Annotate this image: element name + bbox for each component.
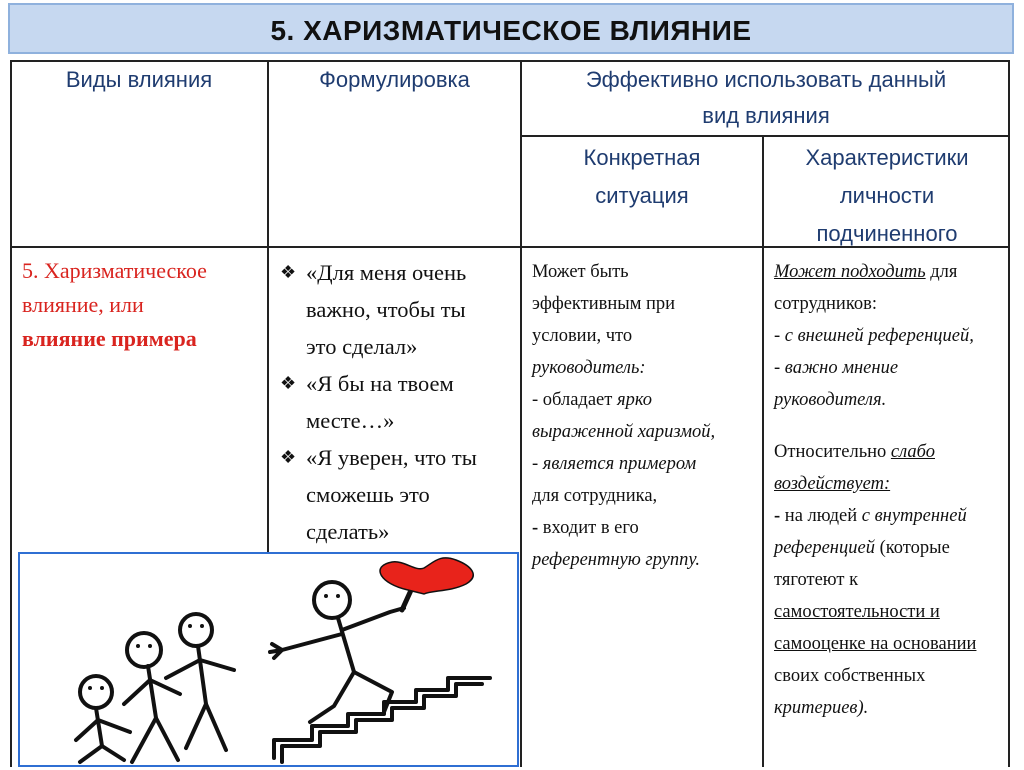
header-traits-line1: Характеристики (805, 145, 969, 170)
situation-line-7 (532, 448, 758, 480)
traits-line-6 (774, 436, 1010, 468)
stick-figures-climbing-stairs-with-torch-icon (20, 554, 517, 765)
header-situation-line2: ситуация (595, 183, 689, 208)
traits-line-9a: референцией (774, 538, 875, 558)
traits-line-4: - важно мнение (774, 358, 899, 378)
situation-line-9b: входит в его (542, 518, 639, 538)
diamond-bullet-icon: ❖ (280, 262, 297, 282)
phrase-item (278, 439, 520, 550)
diamond-bullet-icon: ❖ (280, 447, 297, 467)
header-wording: Формулировка (319, 67, 470, 92)
traits-line-5: руководителя. (774, 390, 887, 410)
situation-line-5 (532, 384, 758, 416)
situation-line-2: эффективным при (532, 294, 676, 314)
traits-line-1b: для (925, 262, 958, 282)
phrase-2-line-2: месте…» (306, 408, 395, 433)
traits-line-1 (774, 256, 1010, 288)
phrase-3-line-2: сможешь это (306, 482, 430, 507)
header-situation (522, 139, 762, 215)
header-effective-line2: вид влияния (702, 103, 830, 128)
traits-line-3: - с внешней референцией, (774, 326, 974, 346)
header-traits-line2: личности (839, 183, 935, 208)
situation-line-10: референтную группу. (532, 550, 701, 570)
header-traits (764, 139, 1010, 253)
traits-line-11: самостоятельности и (774, 602, 940, 622)
traits-line-9b: (которые (874, 538, 950, 558)
traits-line-6a: Относительно (774, 442, 891, 462)
situation-cell (532, 256, 758, 576)
phrase-3-line-1: «Я уверен, что ты (306, 445, 477, 470)
traits-line-8b: на людей (784, 506, 862, 526)
header-subrow-divider (520, 135, 1010, 137)
kind-line-3: влияние примера (22, 326, 197, 351)
slide-title: 5. ХАРИЗМАТИЧЕСКОЕ ВЛИЯНИЕ (270, 15, 752, 46)
kind-line-1: 5. Харизматическое (22, 258, 207, 283)
header-effective (522, 62, 1010, 134)
situation-line-5b: ярко (616, 390, 653, 410)
wording-cell (278, 254, 520, 550)
slide-title-bar (8, 3, 1014, 54)
torch-flame (380, 558, 473, 594)
situation-line-4: руководитель: (532, 358, 646, 378)
situation-line-1: Может быть (532, 262, 629, 282)
phrase-1-line-3: это сделал» (306, 334, 418, 359)
traits-line-10: тяготеют к (774, 570, 859, 590)
traits-line-7: воздействует: (774, 474, 891, 494)
traits-line-8a: - (774, 506, 785, 526)
situation-line-7a: - (532, 454, 543, 474)
traits-line-12: самооценке на основании (774, 634, 977, 654)
leadership-illustration (18, 552, 519, 767)
situation-line-5a: - обладает (532, 390, 617, 410)
kind-line-2: влияние, или (22, 292, 144, 317)
situation-line-3: условии, что (532, 326, 633, 346)
traits-line-6b: слабо (890, 442, 935, 462)
header-traits-line3: подчиненного (816, 221, 958, 246)
influence-kind-cell (22, 254, 262, 356)
header-situation-line1: Конкретная (583, 145, 701, 170)
phrase-item (278, 365, 520, 439)
phrase-1-line-2: важно, чтобы ты (306, 297, 466, 322)
traits-line-2: сотрудников: (774, 294, 878, 314)
traits-line-8c: с внутренней (861, 506, 967, 526)
traits-cell (774, 256, 1010, 724)
traits-line-9 (774, 532, 1010, 564)
traits-line-14: критериев). (774, 698, 869, 718)
phrase-item (278, 254, 520, 365)
situation-line-9 (532, 512, 758, 544)
diamond-bullet-icon: ❖ (280, 373, 297, 393)
phrase-3-line-3: сделать» (306, 519, 390, 544)
phrase-2-line-1: «Я бы на твоем (306, 371, 454, 396)
traits-spacer (774, 416, 1010, 436)
situation-line-6: выраженной харизмой, (532, 422, 716, 442)
traits-line-1a: Может подходить (774, 262, 926, 282)
header-kind: Виды влияния (65, 67, 213, 92)
traits-line-13: своих собственных (774, 666, 926, 686)
situation-line-8: для сотрудника, (532, 486, 658, 506)
header-effective-line1: Эффективно использовать данный (585, 67, 947, 92)
phrase-1-line-1: «Для меня очень (306, 260, 467, 285)
situation-line-9a: - (532, 518, 543, 538)
situation-line-7b: является примером (542, 454, 697, 474)
traits-line-8 (774, 500, 1010, 532)
